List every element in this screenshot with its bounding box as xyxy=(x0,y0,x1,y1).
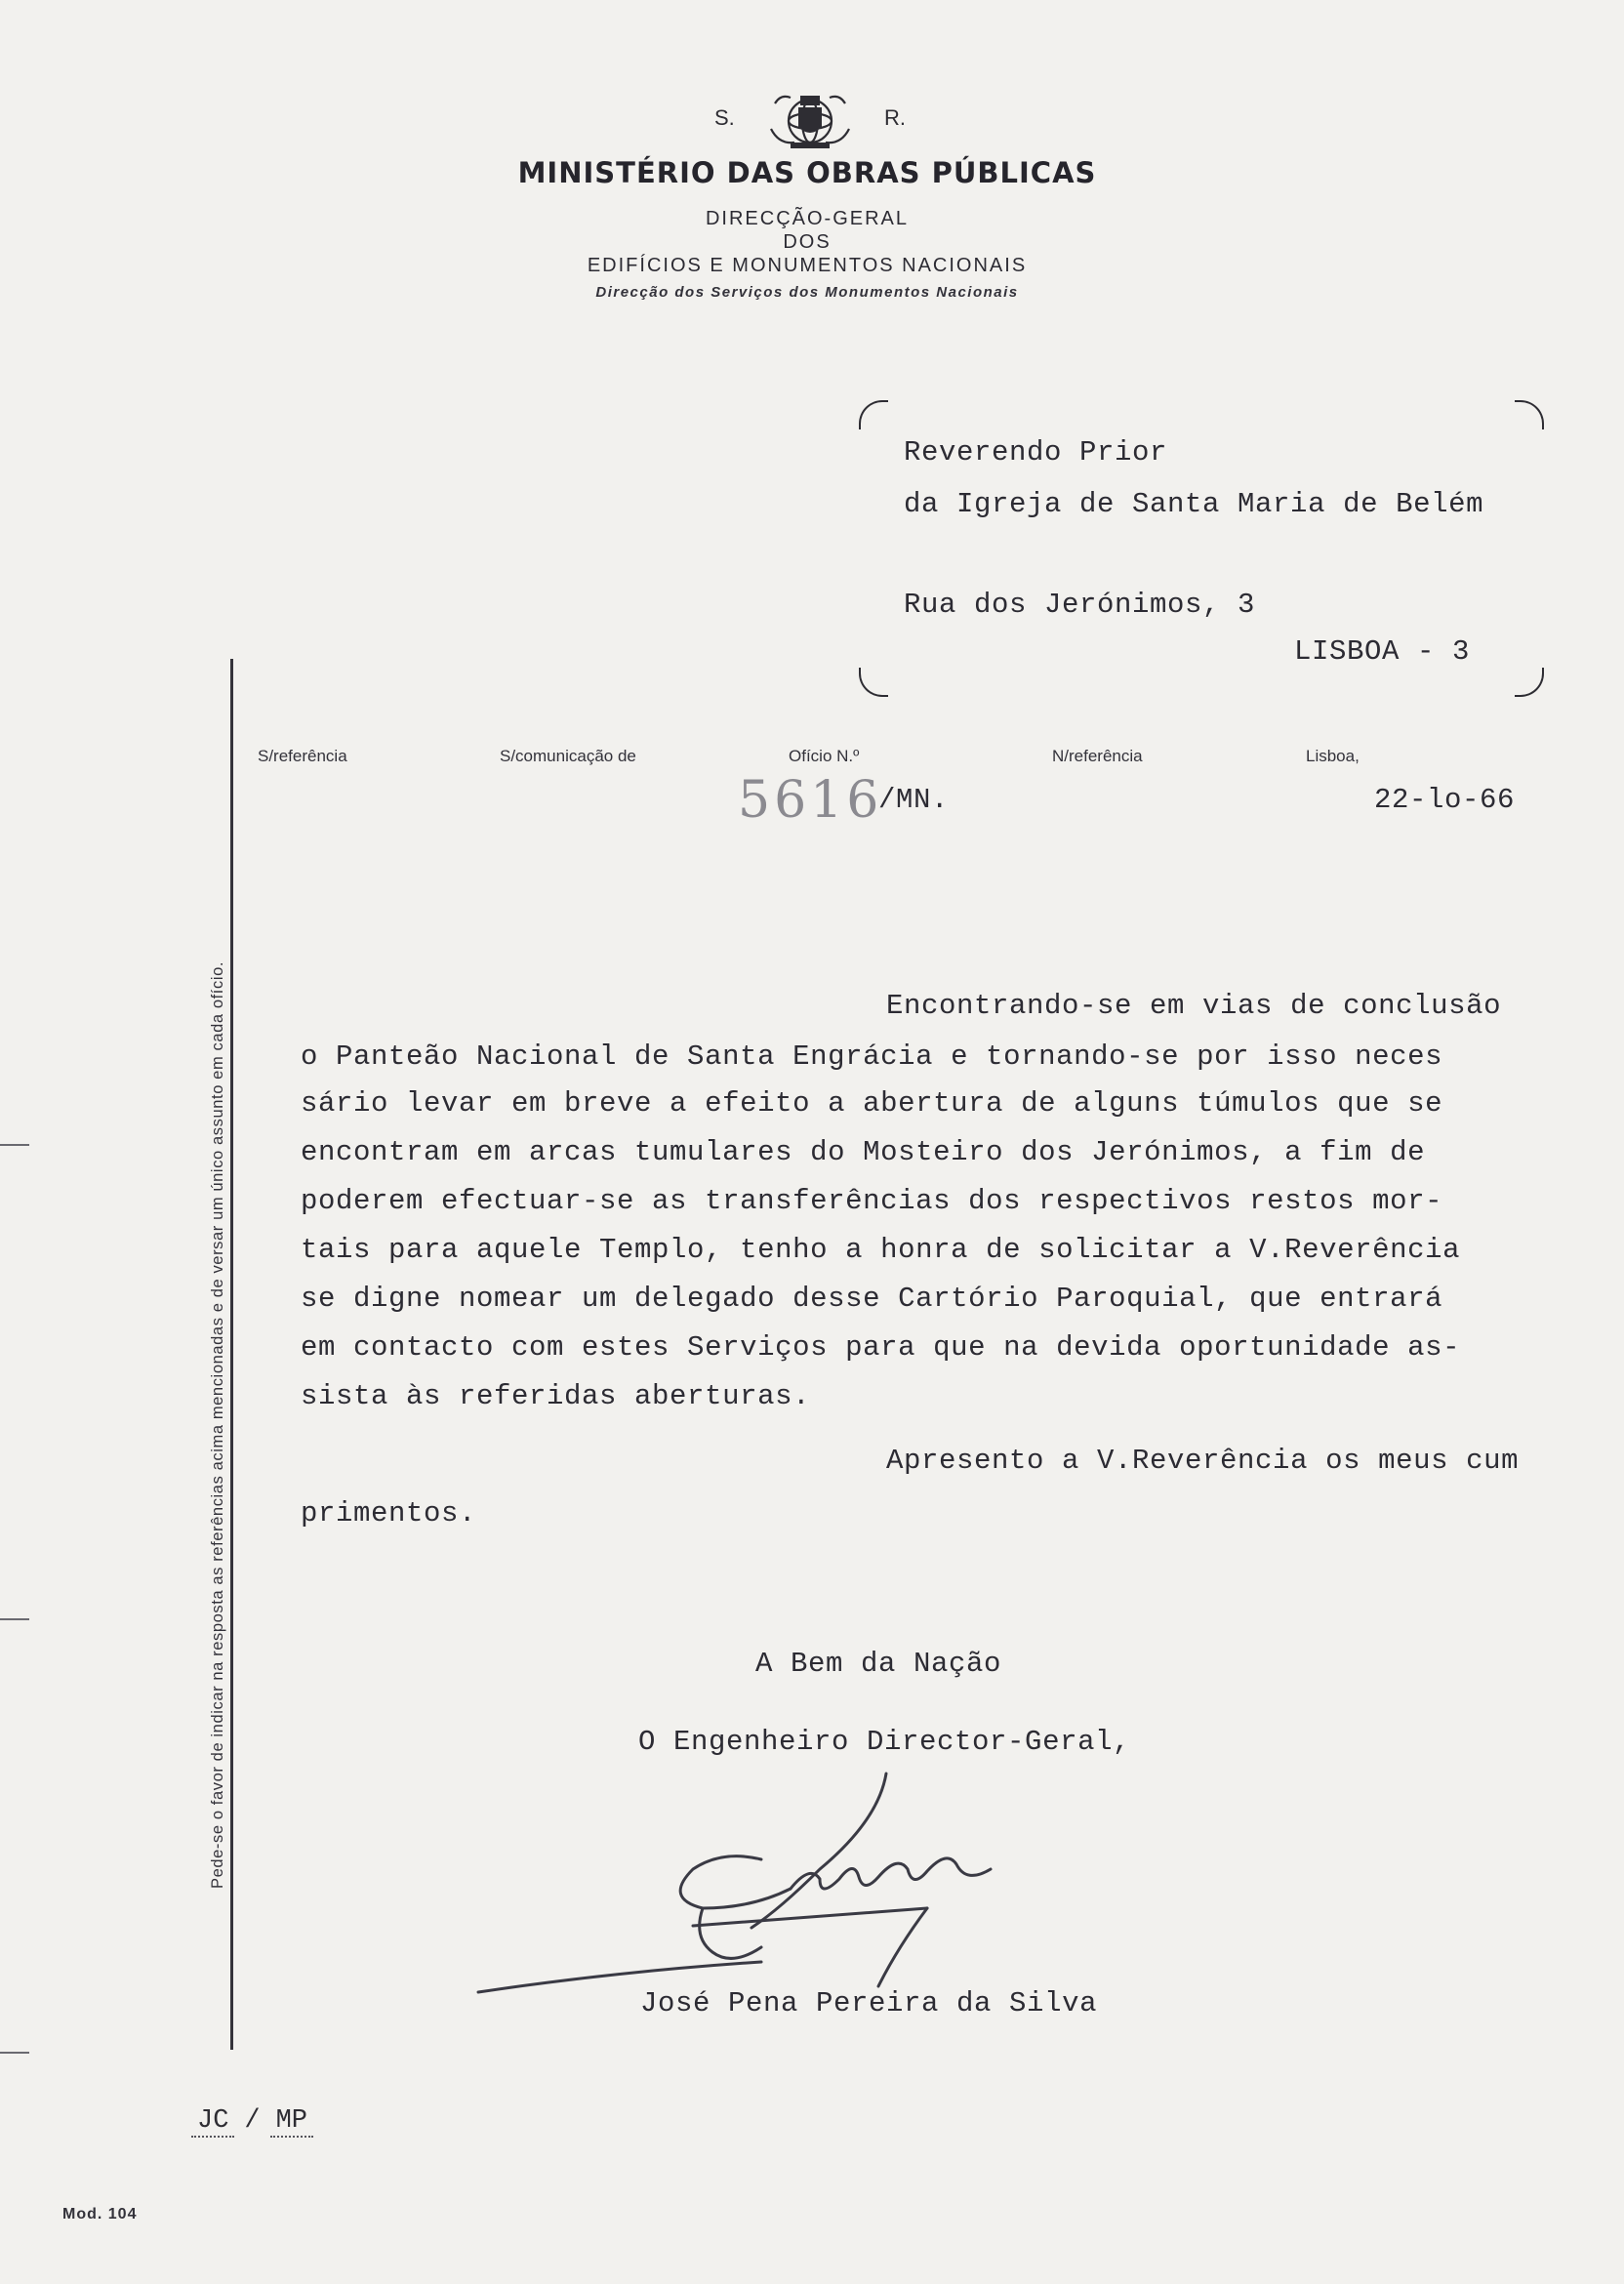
signatory-name: José Pena Pereira da Silva xyxy=(640,1987,1098,2019)
letterhead-r: R. xyxy=(884,105,906,130)
letterhead-servicos: Direcção dos Serviços dos Monumentos Nacionais xyxy=(595,284,1019,301)
address-line-1: Reverendo Prior xyxy=(904,436,1168,469)
closing-line-1: Apresento a V.Reverência os meus cum xyxy=(886,1445,1520,1477)
address-line-4: LISBOA - 3 xyxy=(1294,635,1471,668)
handwritten-signature xyxy=(468,1762,1015,1996)
body-line: sário levar em breve a efeito a abertura de alguns túmulos que se xyxy=(301,1087,1443,1120)
crest-block xyxy=(712,90,908,158)
margin-rule xyxy=(230,659,233,2050)
signatory-title: O Engenheiro Director-Geral, xyxy=(638,1726,1131,1758)
initials-left: JC xyxy=(191,2106,234,2138)
oficio-suffix: /MN. xyxy=(878,784,950,816)
address-line-2: da Igreja de Santa Maria de Belém xyxy=(904,488,1484,520)
initials-separator: / xyxy=(244,2106,261,2136)
oficio-number-stamp: 5616 xyxy=(738,771,883,830)
label-oficio: Ofício N.º xyxy=(789,747,860,765)
body-line: encontram em arcas tumulares do Mosteiro dos Jerónimos, a fim de xyxy=(301,1136,1426,1168)
typist-initials xyxy=(191,2106,313,2136)
motto: A Bem da Nação xyxy=(755,1648,1002,1680)
direccao-geral: DIRECÇÃO-GERAL xyxy=(705,208,910,229)
letterhead-s: S. xyxy=(714,105,735,130)
ministry-title: MINISTÉRIO DAS OBRAS PÚBLICAS xyxy=(517,156,1097,189)
body-line: poderem efectuar-se as transferências dos respectivos restos mor- xyxy=(301,1185,1443,1217)
body-line: o Panteão Nacional de Santa Engrácia e tornando-se por isso neces xyxy=(301,1040,1443,1073)
fold-tick-1 xyxy=(0,1144,29,1146)
label-lisboa: Lisboa, xyxy=(1306,747,1360,765)
closing-line-2: primentos. xyxy=(301,1497,477,1529)
side-note: Pede-se o favor de indicar na resposta as referências acima mencionadas e de versar um único assunto em cada ofício. xyxy=(209,960,226,1889)
coat-of-arms-icon xyxy=(761,90,859,152)
initials-right: MP xyxy=(270,2106,313,2138)
body-line: Encontrando-se em vias de conclusão xyxy=(886,990,1502,1022)
letterhead-edificios: EDIFÍCIOS E MONUMENTOS NACIONAIS xyxy=(587,255,1028,276)
address-corner-br xyxy=(1515,668,1544,697)
address-corner-tr xyxy=(1515,400,1544,429)
body-line: em contacto com estes Serviços para que na devida oportunidade as- xyxy=(301,1331,1461,1364)
letterhead-dos: DOS xyxy=(783,231,832,253)
address-corner-bl xyxy=(859,668,888,697)
label-n-referencia: N/referência xyxy=(1052,747,1143,765)
model-number: Mod. 104 xyxy=(62,2206,138,2223)
address-line-3: Rua dos Jerónimos, 3 xyxy=(904,589,1256,621)
fold-tick-2 xyxy=(0,1618,29,1620)
label-s-comunicacao: S/comunicação de xyxy=(500,747,636,765)
body-line: sista às referidas aberturas. xyxy=(301,1380,811,1412)
address-corner-tl xyxy=(859,400,888,429)
label-s-referencia: S/referência xyxy=(258,747,347,765)
letter-date: 22-lo-66 xyxy=(1374,784,1516,816)
fold-tick-3 xyxy=(0,2052,29,2054)
body-line: se digne nomear um delegado desse Cartório Paroquial, que entrará xyxy=(301,1283,1443,1315)
body-line: tais para aquele Templo, tenho a honra de solicitar a V.Reverência xyxy=(301,1234,1461,1266)
